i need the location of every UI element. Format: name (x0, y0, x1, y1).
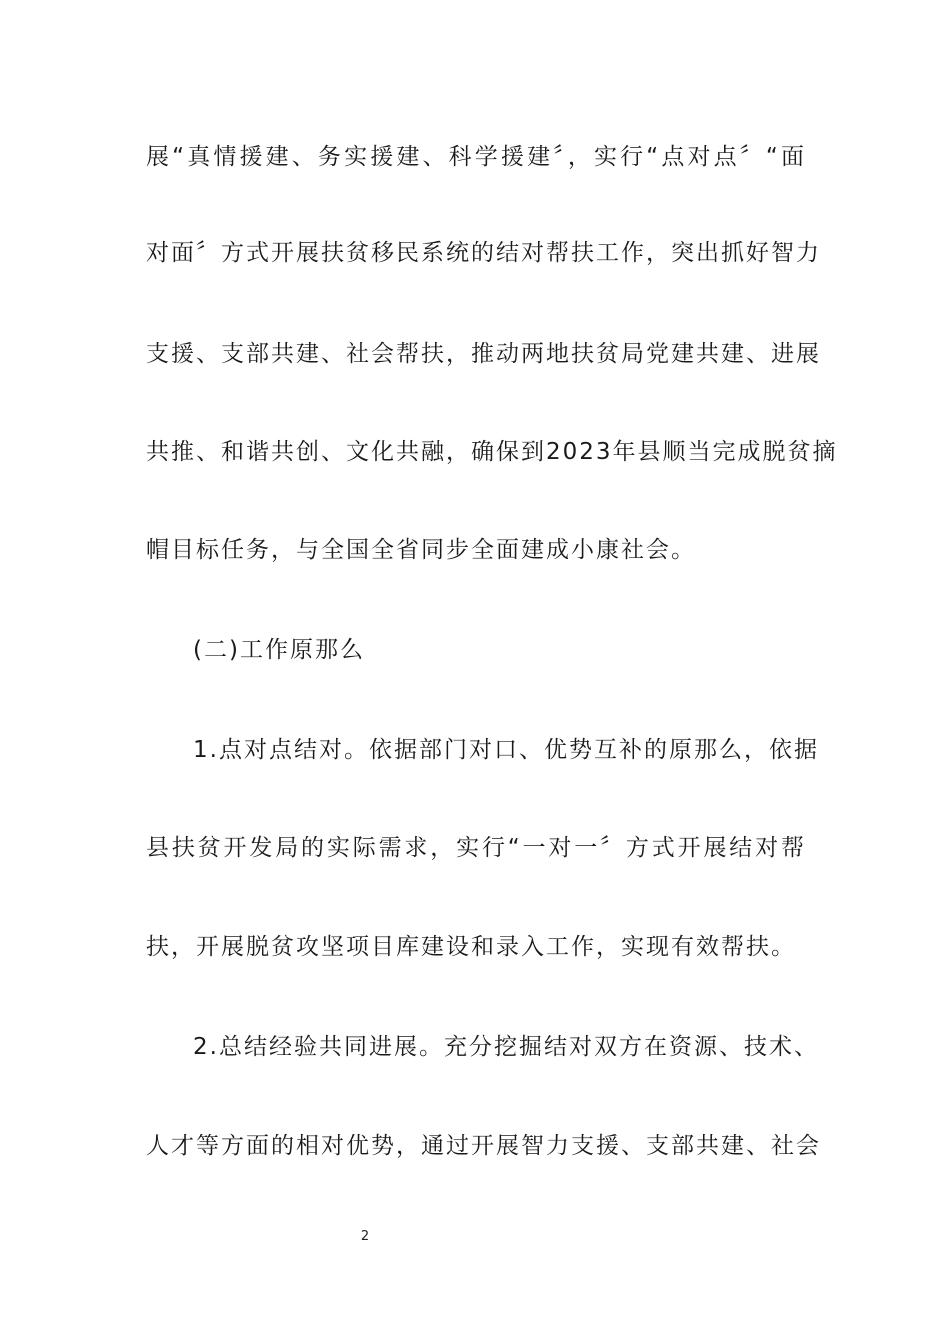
page-number: 2 (360, 1229, 370, 1244)
paragraph-line: 展“真情援建、务实援建、科学援建〞，实行“点对点〞“面 (146, 144, 806, 170)
paragraph-line: 2.总结经验共同进展。充分挖掘结对双方在资源、技术、 (193, 1034, 819, 1060)
paragraph-line: 对面〞方式开展扶贫移民系统的结对帮扶工作，突出抓好智力 (146, 240, 821, 266)
paragraph-line: 帽目标任务，与全国全省同步全面建成小康社会。 (146, 537, 696, 563)
paragraph-line: 县扶贫开发局的实际需求，实行“一对一〞方式开展结对帮 (146, 835, 806, 861)
paragraph-line: 支援、支部共建、社会帮扶，推动两地扶贫局党建共建、进展 (146, 341, 821, 367)
paragraph-line: 共推、和谐共创、文化共融，确保到2023年县顺当完成脱贫摘 (146, 439, 838, 465)
paragraph-line: 扶，开展脱贫攻坚项目库建设和录入工作，实现有效帮扶。 (146, 934, 796, 960)
section-heading: (二)工作原那么 (193, 637, 365, 663)
paragraph-line: 1.点对点结对。依据部门对口、优势互补的原那么，依据 (193, 737, 819, 763)
paragraph-line: 人才等方面的相对优势，通过开展智力支援、支部共建、社会 (146, 1133, 821, 1159)
